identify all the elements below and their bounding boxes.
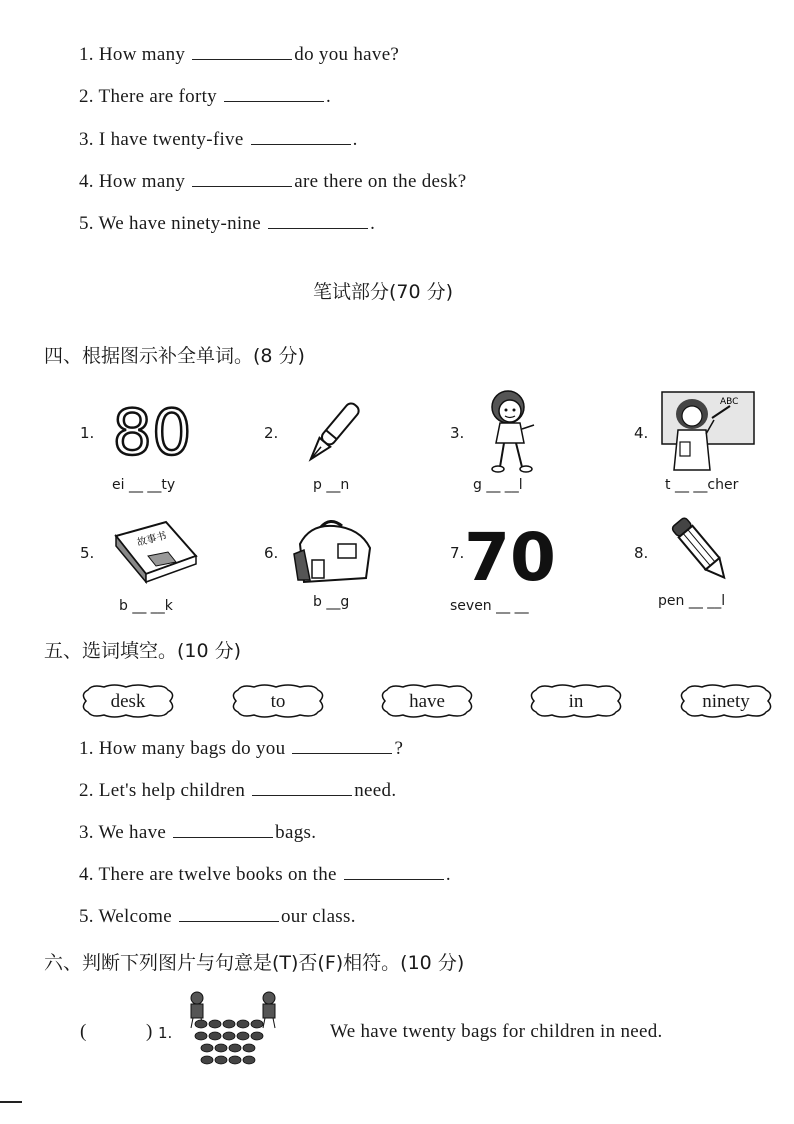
q-text: 2. Let's help children bbox=[79, 780, 251, 801]
word-hint: pen __ __l bbox=[658, 593, 726, 609]
listening-q4 bbox=[79, 171, 467, 193]
q-text: 1. How many bbox=[79, 44, 191, 65]
item-number: 1. bbox=[80, 424, 95, 442]
item-number: 1. bbox=[158, 1024, 173, 1042]
q-text: 4. There are twelve books on the bbox=[79, 864, 342, 885]
eighty-text: 80 bbox=[112, 396, 192, 469]
fill-q3 bbox=[79, 822, 316, 844]
eighty-picture bbox=[104, 396, 200, 469]
book-picture bbox=[108, 516, 200, 584]
q-text: bags. bbox=[275, 822, 317, 843]
answer-blank[interactable] bbox=[173, 836, 273, 838]
listening-q5 bbox=[79, 213, 375, 235]
q-text: ? bbox=[394, 738, 404, 759]
judge-sentence: We have twenty bags for children in need. bbox=[330, 1021, 663, 1042]
item-number: 5. bbox=[80, 544, 95, 562]
fill-q2 bbox=[79, 780, 396, 802]
teacher-picture bbox=[660, 390, 756, 472]
word-option-in bbox=[526, 682, 626, 720]
section4-title: 四、根据图示补全单词。(8 分) bbox=[44, 345, 305, 367]
q-text: . bbox=[370, 213, 376, 234]
seventy-picture bbox=[464, 516, 556, 596]
q-text: need. bbox=[354, 780, 397, 801]
judge-answer-slot[interactable] bbox=[96, 1018, 144, 1042]
listening-q2 bbox=[79, 86, 331, 108]
pencil-picture bbox=[668, 514, 734, 586]
item-number: 4. bbox=[634, 424, 649, 442]
item-number: 8. bbox=[634, 544, 649, 562]
fill-q4 bbox=[79, 864, 451, 886]
answer-blank[interactable] bbox=[192, 58, 292, 60]
written-section-header: 笔试部分(70 分) bbox=[313, 281, 454, 303]
q-text: are there on the desk? bbox=[294, 171, 467, 192]
answer-blank[interactable] bbox=[344, 878, 444, 880]
q-text: 2. There are forty bbox=[79, 86, 223, 107]
section5-title: 五、选词填空。(10 分) bbox=[44, 640, 242, 662]
word-label: to bbox=[270, 691, 286, 712]
word-option-ninety bbox=[676, 682, 776, 720]
q-text: 1. How many bags do you bbox=[79, 738, 291, 759]
judge-bracket-open: ( bbox=[80, 1021, 87, 1042]
word-hint: t __ __cher bbox=[665, 477, 739, 493]
bags-picture bbox=[185, 990, 285, 1072]
q-text: do you have? bbox=[294, 44, 400, 65]
listening-q3 bbox=[79, 129, 358, 151]
q-text: our class. bbox=[280, 906, 356, 927]
judge-bracket-close: ) bbox=[146, 1021, 153, 1042]
answer-blank[interactable] bbox=[251, 143, 351, 145]
answer-blank[interactable] bbox=[292, 752, 392, 754]
word-hint: g __ __l bbox=[473, 477, 523, 493]
item-number: 3. bbox=[450, 424, 465, 442]
girl-picture bbox=[478, 385, 542, 475]
pen-picture bbox=[294, 396, 374, 471]
answer-blank[interactable] bbox=[224, 100, 324, 102]
section6-title: 六、判断下列图片与句意是(T)否(F)相符。(10 分) bbox=[44, 952, 465, 974]
word-label: have bbox=[409, 691, 445, 712]
q-text: 5. We have ninety-nine bbox=[79, 213, 267, 234]
item-number: 6. bbox=[264, 544, 279, 562]
book-cover-text: 故事书 bbox=[135, 530, 168, 549]
item-number: 2. bbox=[264, 424, 279, 442]
word-hint: b __ __k bbox=[119, 598, 173, 614]
q-text: 3. I have twenty-five bbox=[79, 129, 249, 150]
word-hint: b __g bbox=[313, 594, 350, 610]
bag-picture bbox=[290, 514, 378, 586]
item-number: 7. bbox=[450, 544, 465, 562]
word-option-have bbox=[377, 682, 477, 720]
fill-q1 bbox=[79, 738, 403, 760]
word-hint: p __n bbox=[313, 477, 350, 493]
word-hint: ei __ __ty bbox=[112, 477, 176, 493]
fill-q5 bbox=[79, 906, 356, 928]
seventy-text: 70 bbox=[464, 519, 556, 596]
board-text: ABC bbox=[720, 397, 739, 407]
word-label: in bbox=[568, 691, 584, 712]
q-text: 3. We have bbox=[79, 822, 172, 843]
q-text: . bbox=[445, 864, 451, 885]
word-option-desk bbox=[78, 682, 178, 720]
q-text: 5. Welcome bbox=[79, 906, 177, 927]
word-label: desk bbox=[110, 691, 146, 712]
q-text: . bbox=[326, 86, 332, 107]
answer-blank[interactable] bbox=[252, 794, 352, 796]
word-hint: seven __ __ bbox=[450, 598, 529, 614]
answer-blank[interactable] bbox=[192, 185, 292, 187]
listening-q1 bbox=[79, 44, 399, 66]
q-text: . bbox=[352, 129, 358, 150]
word-label: ninety bbox=[702, 691, 750, 712]
answer-blank[interactable] bbox=[268, 227, 368, 229]
answer-blank[interactable] bbox=[179, 920, 279, 922]
word-option-to bbox=[228, 682, 328, 720]
q-text: 4. How many bbox=[79, 171, 191, 192]
page-edge-mark bbox=[0, 1101, 22, 1103]
